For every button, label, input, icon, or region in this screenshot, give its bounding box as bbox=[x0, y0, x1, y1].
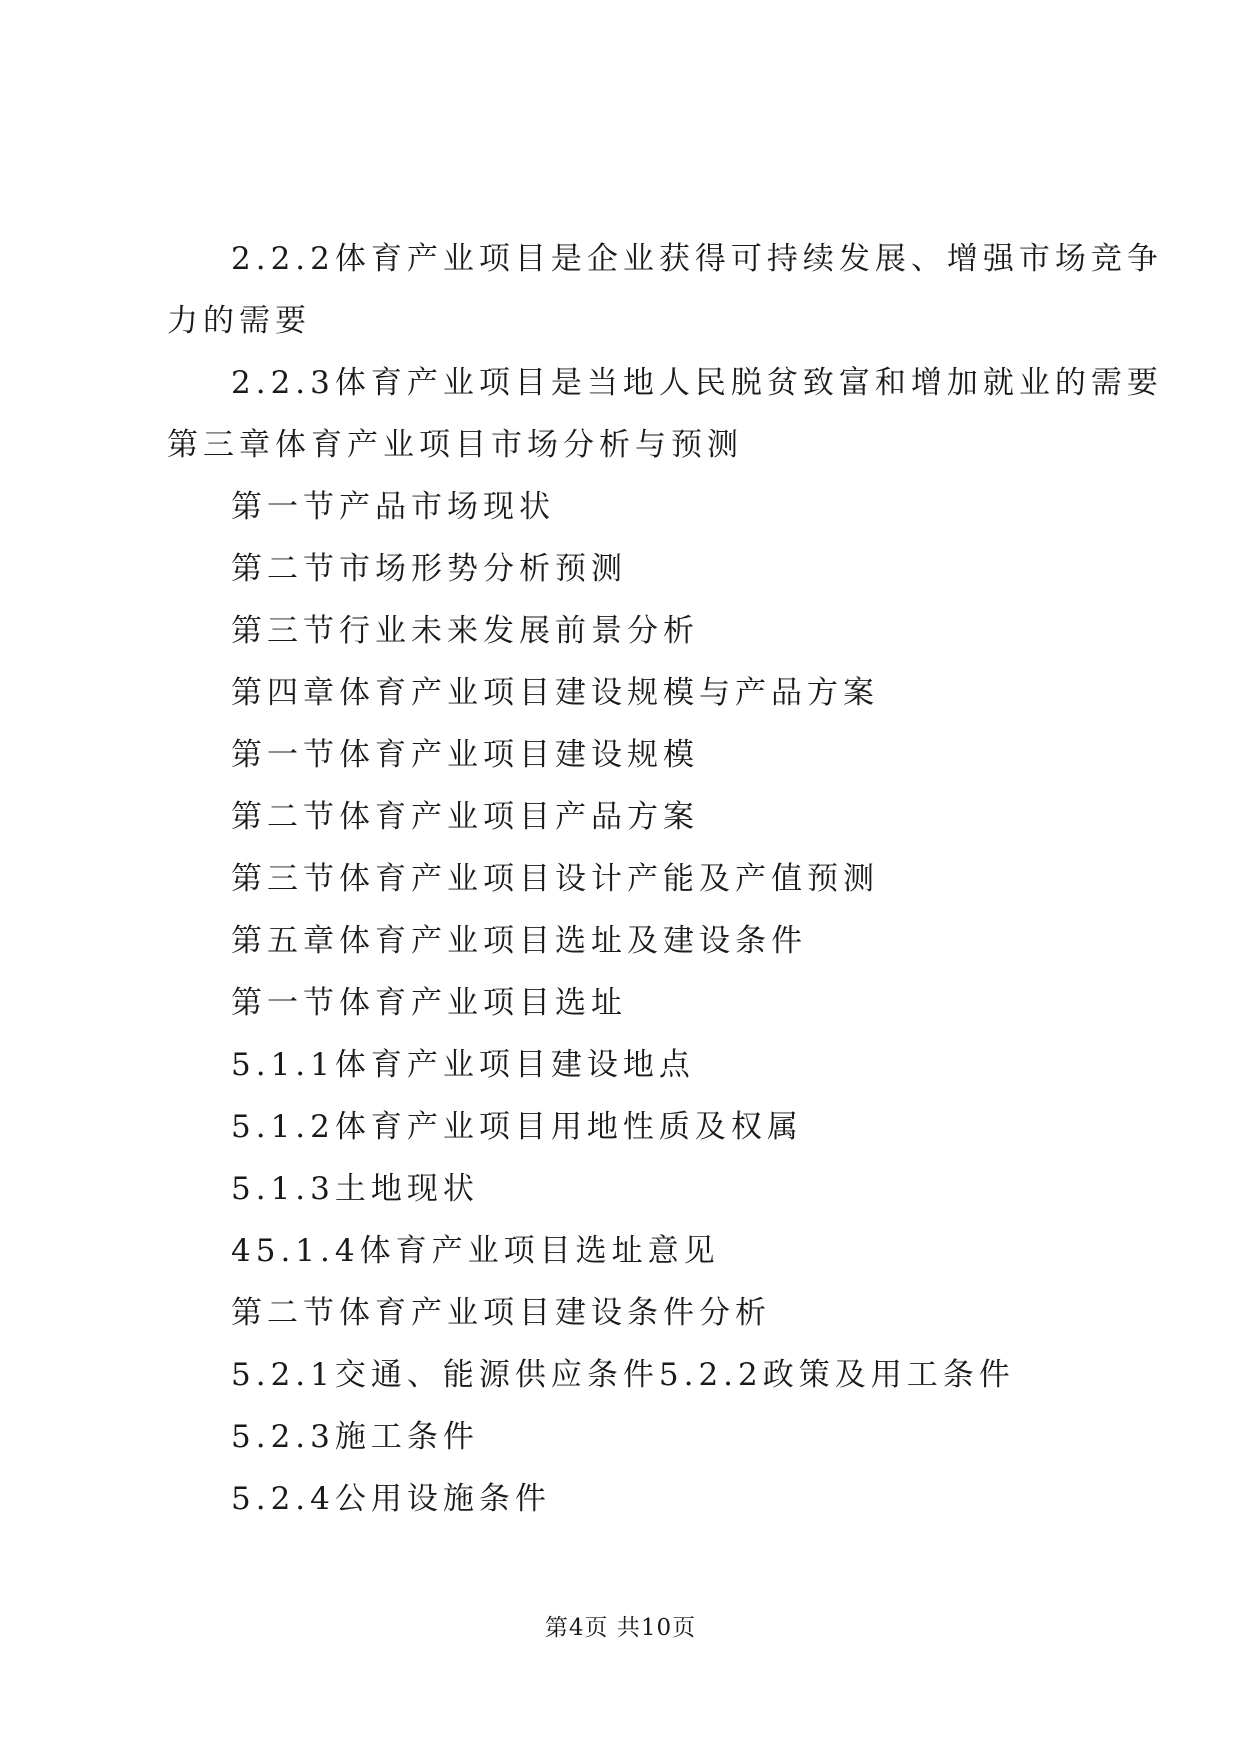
page-number-footer: 第4页 共10页 bbox=[544, 1615, 697, 1641]
section-heading: 第二节体育产业项目建设条件分析 bbox=[231, 1295, 771, 1331]
section-heading: 第三节体育产业项目设计产能及产值预测 bbox=[231, 861, 879, 897]
text-line: 5.1.3土地现状 bbox=[231, 1171, 479, 1207]
text-line: 5.1.1体育产业项目建设地点 bbox=[231, 1047, 695, 1083]
section-heading: 第一节产品市场现状 bbox=[231, 489, 555, 525]
text-line: 5.2.1交通、能源供应条件5.2.2政策及用工条件 bbox=[231, 1357, 1015, 1393]
chapter-heading: 第三章体育产业项目市场分析与预测 bbox=[167, 427, 743, 463]
section-heading: 第一节体育产业项目建设规模 bbox=[231, 737, 699, 773]
section-heading: 第二节市场形势分析预测 bbox=[231, 551, 627, 587]
chapter-heading: 第四章体育产业项目建设规模与产品方案 bbox=[231, 675, 879, 711]
text-line: 力的需要 bbox=[167, 303, 311, 339]
text-line: 5.2.4公用设施条件 bbox=[231, 1481, 551, 1517]
text-line: 5.1.2体育产业项目用地性质及权属 bbox=[231, 1109, 803, 1145]
section-heading: 第三节行业未来发展前景分析 bbox=[231, 613, 699, 649]
section-heading: 第一节体育产业项目选址 bbox=[231, 985, 627, 1021]
text-line: 2.2.3体育产业项目是当地人民脱贫致富和增加就业的需要 bbox=[231, 365, 1163, 401]
text-line: 5.2.3施工条件 bbox=[231, 1419, 479, 1455]
chapter-heading: 第五章体育产业项目选址及建设条件 bbox=[231, 923, 807, 959]
text-line: 45.1.4体育产业项目选址意见 bbox=[231, 1233, 720, 1269]
section-heading: 第二节体育产业项目产品方案 bbox=[231, 799, 699, 835]
text-line: 2.2.2体育产业项目是企业获得可持续发展、增强市场竞争 bbox=[231, 241, 1163, 277]
